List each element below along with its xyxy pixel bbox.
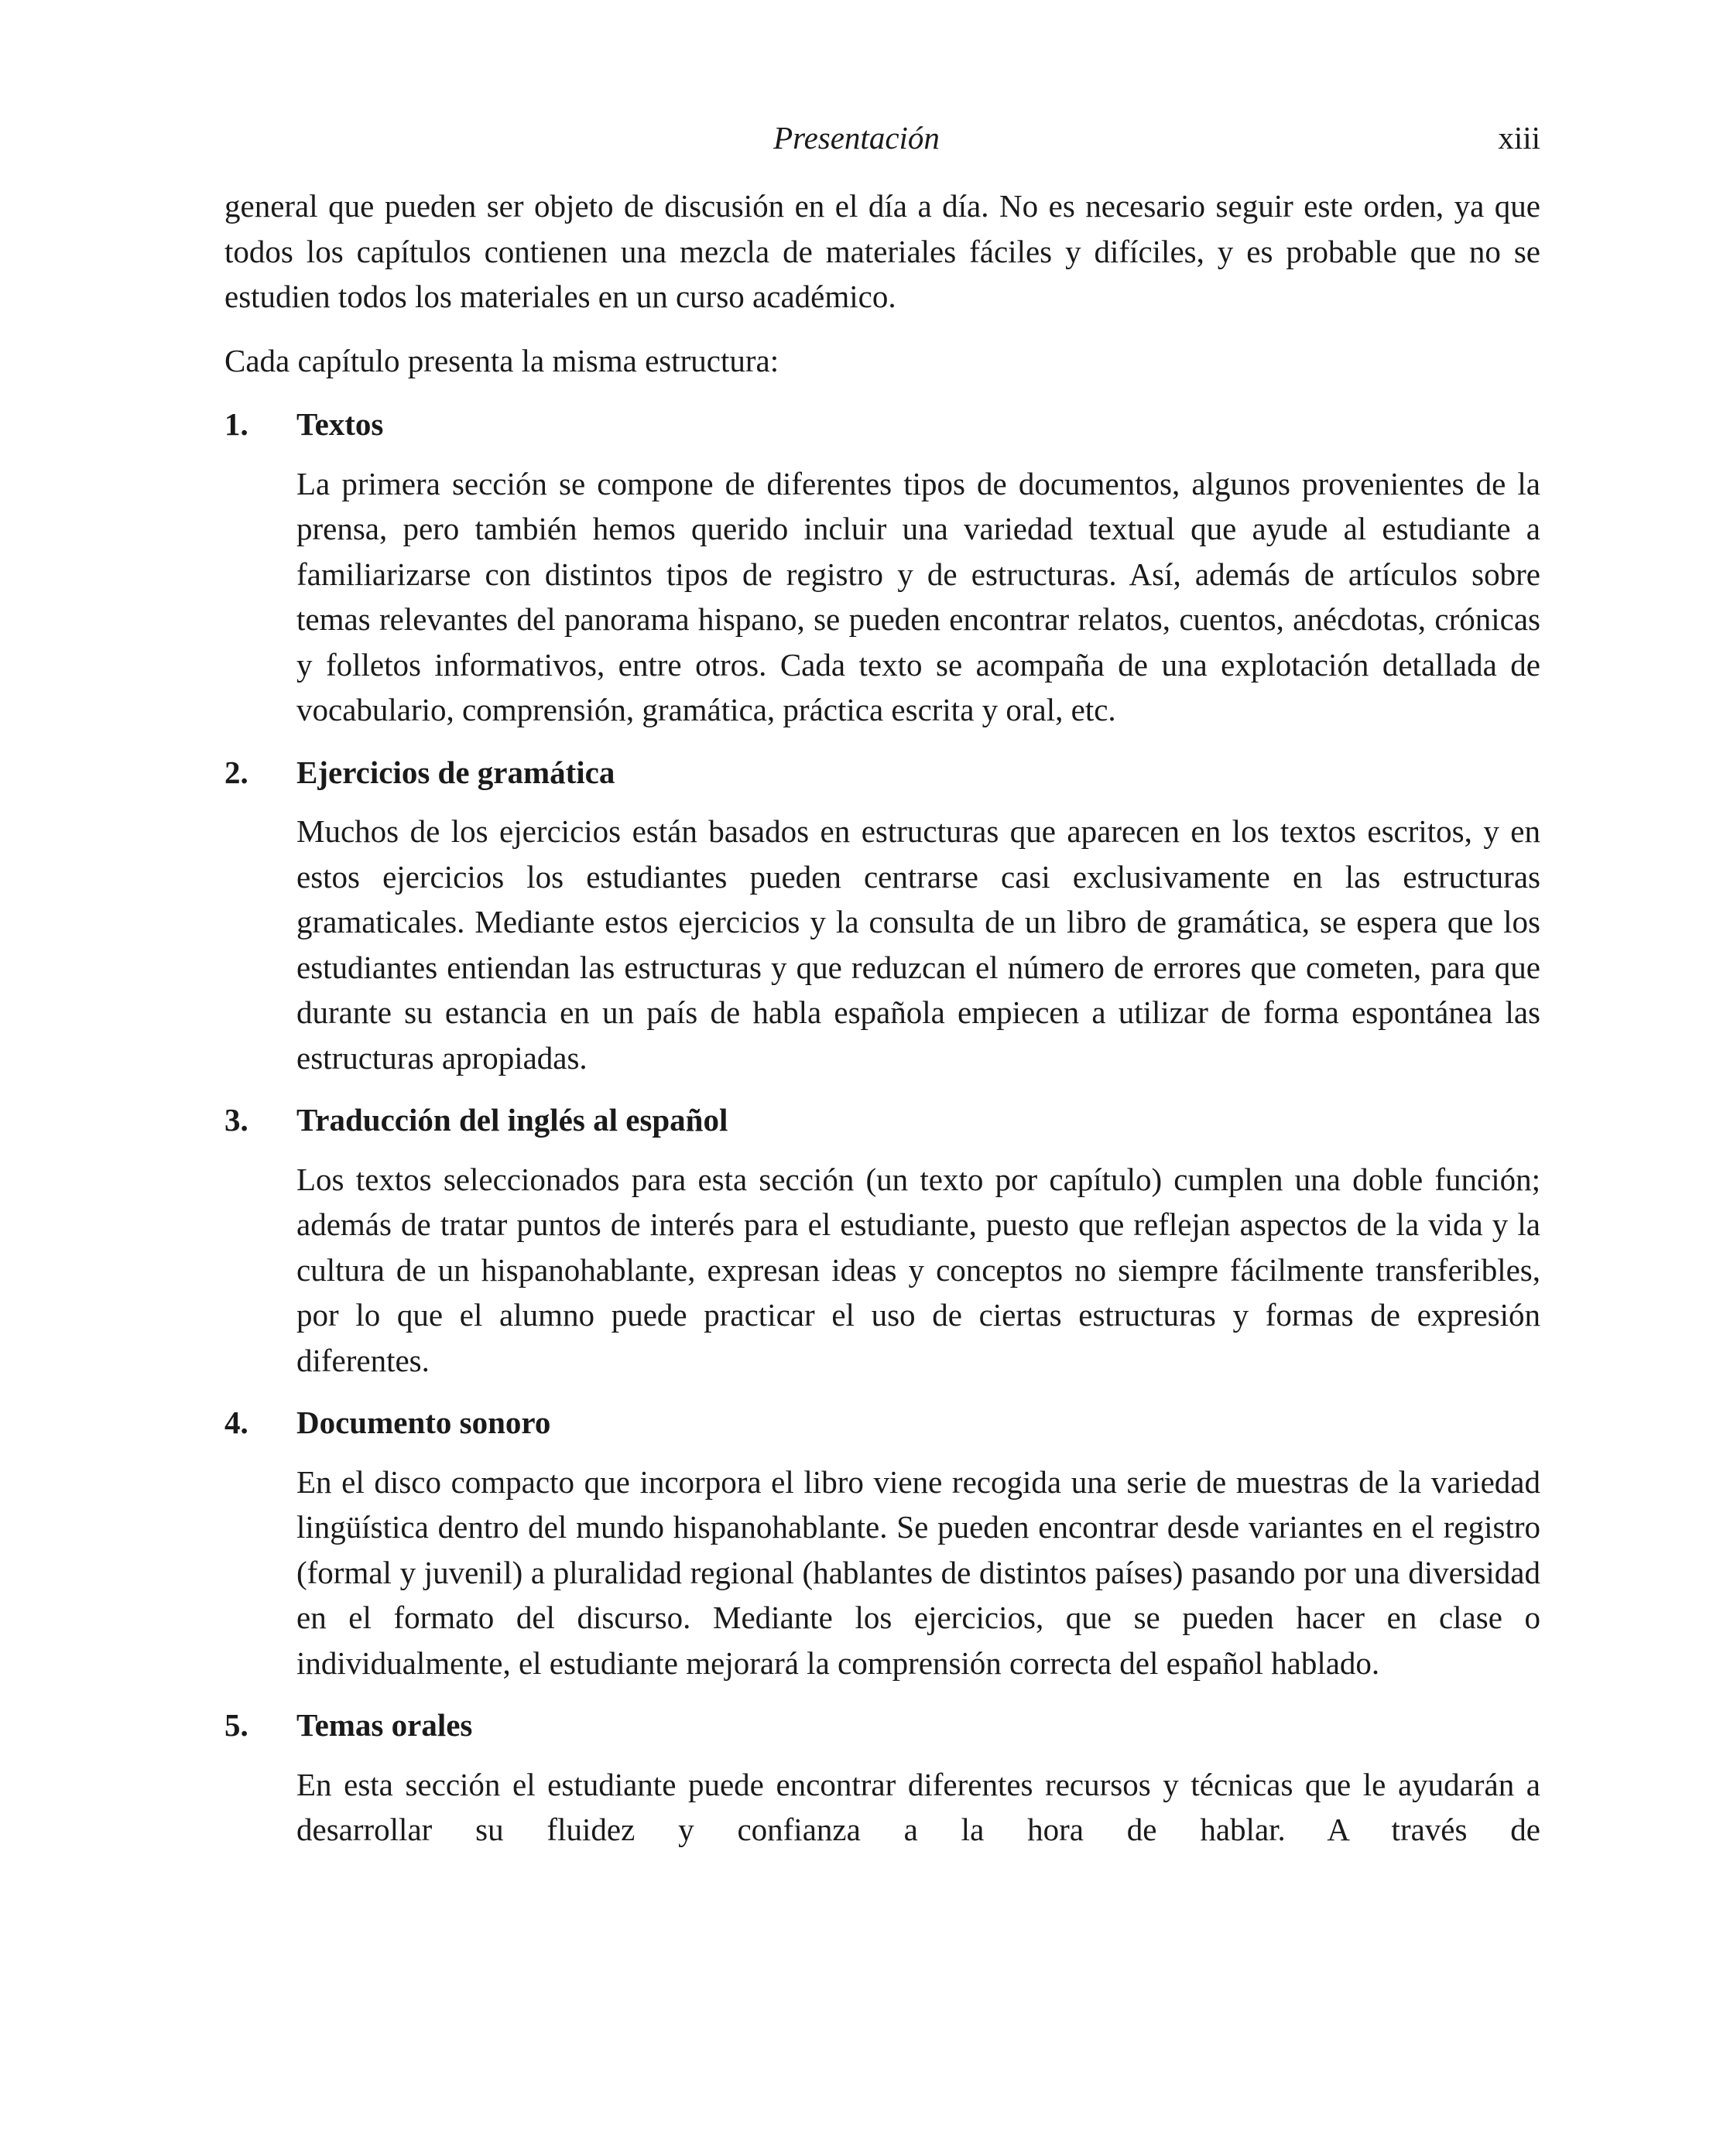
section-body: En esta sección el estudiante puede encontrar diferentes recursos y técnicas que le ayudarán a desarrollar su fluidez y confianza a la hora de hablar. A través de — [296, 1766, 1540, 1847]
section-traduccion — [224, 1097, 1540, 1383]
structure-lead-in: Cada capítulo presenta la misma estructura: — [224, 342, 779, 378]
section-title: Ejercicios de gramática — [296, 754, 615, 790]
section-number: 4. — [224, 1405, 248, 1440]
section-textos — [224, 402, 1540, 733]
section-body: Los textos seleccionados para esta sección (un texto por capítulo) cumplen una doble función; además de tratar puntos de interés para el estudiante, puesto que reflejan aspectos de la vida y la cultura de un hispanohablante, expresan ideas y conceptos no siempre fácilmente transferibles, por lo que el alumno puede practicar el uso de ciertas estructuras y formas de expresión diferentes. — [296, 1161, 1540, 1378]
running-title: Presentación — [773, 120, 940, 156]
section-title: Traducción del inglés al español — [296, 1102, 728, 1138]
intro-paragraph: general que pueden ser objeto de discusión en el día a día. No es necesario seguir este orden, ya que todos los capítulos contienen una mezcla de materiales fáciles y difíciles, y es probable que no se estudien todos los materiales en un curso académico. — [224, 188, 1540, 314]
section-temas-orales — [224, 1703, 1540, 1853]
section-number: 1. — [224, 406, 248, 442]
section-heading — [224, 1400, 1540, 1446]
section-title: Documento sonoro — [296, 1405, 551, 1440]
section-title: Temas orales — [296, 1707, 473, 1743]
page-number: xiii — [1498, 120, 1540, 156]
section-number: 2. — [224, 754, 248, 790]
running-header — [0, 115, 1713, 161]
section-documento-sonoro — [224, 1400, 1540, 1685]
section-number: 5. — [224, 1707, 248, 1743]
section-heading — [224, 402, 1540, 447]
section-body: La primera sección se compone de diferentes tipos de documentos, algunos provenientes de la prensa, pero también hemos querido incluir una variedad textual que ayude al estudiante a familiarizarse con distintos tipos de registro y de estructuras. Así, además de artículos sobre temas relevantes del panorama hispano, se pueden encontrar relatos, cuentos, anécdotas, crónicas y folletos informativos, entre otros. Cada texto se acompaña de una explotación detallada de vocabulario, comprensión, gramática, práctica escrita y oral, etc. — [296, 465, 1540, 727]
section-ejercicios-de-gramatica — [224, 750, 1540, 1081]
section-number: 3. — [224, 1102, 248, 1138]
section-heading — [224, 1703, 1540, 1748]
section-heading — [224, 1097, 1540, 1143]
section-title: Textos — [296, 406, 384, 442]
section-body: Muchos de los ejercicios están basados en estructuras que aparecen en los textos escritos, y en estos ejercicios los estudiantes pueden centrarse casi exclusivamente en las estructuras gramaticales. Mediante estos ejercicios y la consulta de un libro de gramática, se espera que los estudiantes entiendan las estructuras y que reduzcan el número de errores que cometen, para que durante su estancia en un país de habla española empiecen a utilizar de forma espontánea las estructuras apropiadas. — [296, 813, 1540, 1076]
section-body: En el disco compacto que incorpora el libro viene recogida una serie de muestras de la variedad lingüística dentro del mundo hispanohablante. Se pueden encontrar desde variantes en el registro (formal y juvenil) a pluralidad regional (hablantes de distintos países) pasando por una diversidad en el formato del discurso. Mediante los ejercicios, que se pueden hacer en clase o individualmente, el estudiante mejorará la comprensión correcta del español hablado. — [296, 1463, 1540, 1681]
section-heading — [224, 750, 1540, 796]
body-text — [224, 183, 1540, 1870]
